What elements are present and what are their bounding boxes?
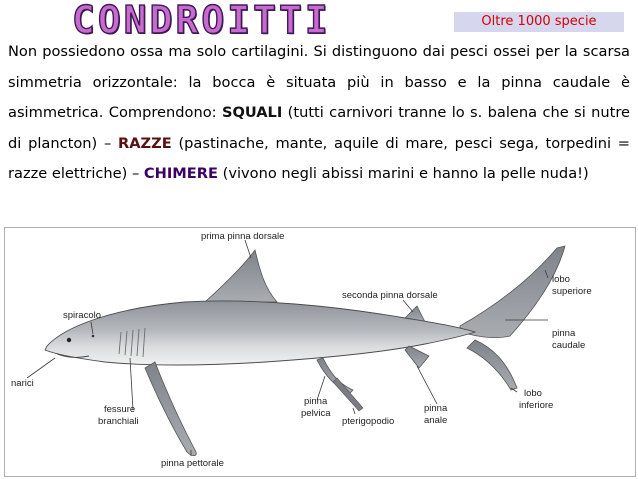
page-title: CONDROITTI (72, 0, 331, 42)
label-lower-lobe-1: lobo (524, 388, 542, 399)
caudal-fin-upper-lobe (460, 246, 565, 338)
label-gill-slits-2: branchiali (98, 416, 139, 427)
keyword-razze: RAZZE (118, 134, 172, 152)
description-text-4: (vivono negli abissi marini e hanno la pelle nuda!) (217, 165, 589, 182)
label-upper-lobe-1: lobo (552, 274, 570, 285)
caudal-fin-lower-lobe (467, 340, 517, 390)
spiracle-opening (92, 335, 95, 338)
label-spiracle: spiracolo (63, 310, 102, 321)
label-pectoral-fin: pinna pettorale (161, 458, 224, 469)
label-caudal-fin-2: caudale (552, 340, 586, 351)
shark-diagram-frame (4, 227, 636, 477)
description-text-1: Non possiedono ossa ma solo cartilagini. Si distinguono dai pesci ossei per la scarsa simmetria orizzontale: la bocca è situata più in basso e la pinna caudale è asimmetrica. Comprendono: (8, 43, 630, 121)
shark-eye (67, 338, 71, 342)
description-text-2: (tutti carnivori tranne lo s. balena che si nutre di plancton) – (8, 104, 631, 152)
label-nostrils: narici (11, 378, 34, 389)
description-text-3: (pastinache, mante, aquile di mare, pesci sega, torpedini = razze elettriche) – (8, 134, 630, 182)
anal-fin (405, 346, 429, 368)
label-gill-slits-1: fessure (104, 404, 136, 415)
label-caudal-fin-1: pinna (552, 328, 576, 339)
label-lower-lobe-2: inferiore (519, 400, 554, 411)
shark-anatomy-diagram (5, 228, 635, 476)
label-pelvic-fin-2: pelvica (301, 408, 331, 419)
label-second-dorsal-fin: seconda pinna dorsale (342, 290, 438, 301)
keyword-chimere: CHIMERE (143, 165, 218, 182)
keyword-squali: SQUALI (221, 104, 283, 121)
clasper (333, 378, 363, 411)
label-anal-fin-2: anale (424, 415, 448, 426)
label-anal-fin-1: pinna (424, 403, 448, 414)
description-paragraph (8, 37, 630, 190)
label-first-dorsal-fin: prima pinna dorsale (201, 231, 285, 242)
pelvic-fin (317, 358, 353, 394)
label-pelvic-fin-1: pinna (304, 396, 328, 407)
species-count-badge: Oltre 1000 specie (454, 12, 624, 32)
label-clasper: pterigopodio (342, 416, 395, 427)
first-dorsal-fin (205, 250, 277, 302)
label-upper-lobe-2: superiore (552, 286, 592, 297)
pectoral-fin (145, 362, 196, 456)
